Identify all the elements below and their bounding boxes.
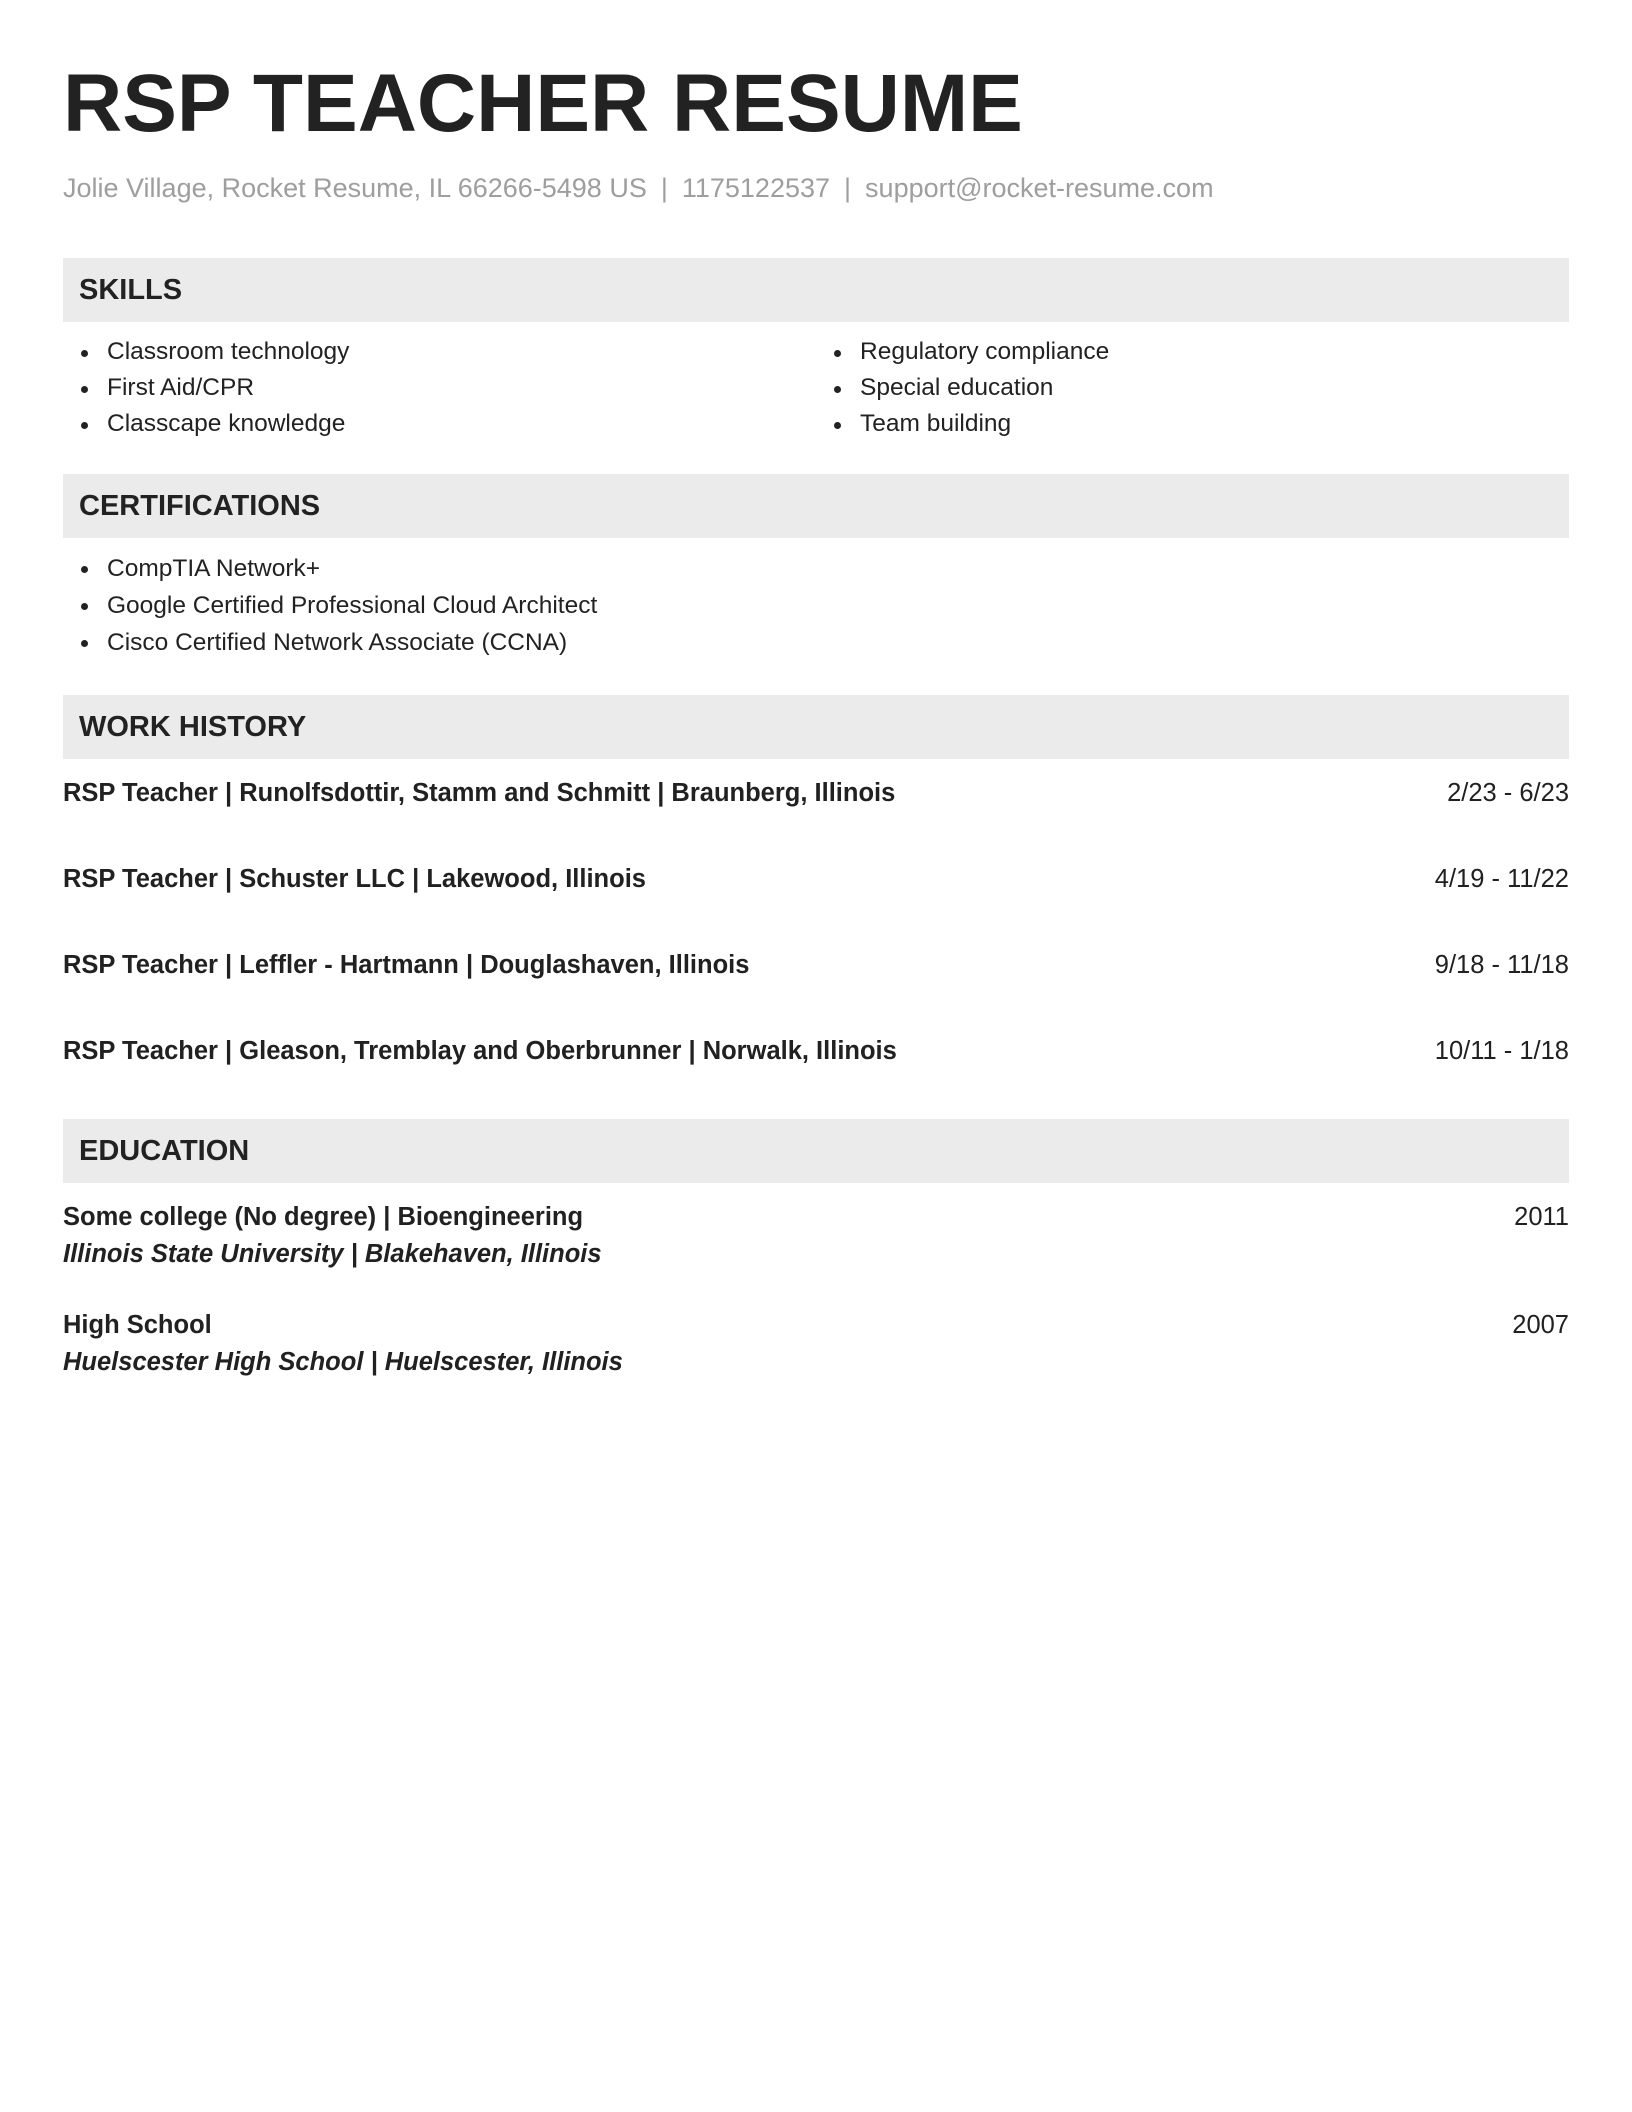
skills-list	[63, 334, 1569, 442]
job-entry	[63, 947, 1569, 983]
contact-email: support@rocket-resume.com	[865, 173, 1214, 203]
job-title: RSP Teacher | Schuster LLC | Lakewood, Illinois	[63, 865, 646, 893]
contact-separator: |	[844, 173, 852, 203]
skill-item: Classcape knowledge	[63, 406, 816, 442]
job-title: RSP Teacher | Gleason, Tremblay and Oberbrunner | Norwalk, Illinois	[63, 1037, 897, 1065]
skill-item: First Aid/CPR	[63, 370, 816, 406]
education-section-header: EDUCATION	[63, 1119, 1569, 1183]
job-entry	[63, 1033, 1569, 1069]
skills-column-right	[816, 334, 1569, 442]
resume-title: RSP TEACHER RESUME	[63, 58, 1023, 149]
certifications-list	[63, 550, 1569, 661]
education-school: Illinois State University | Blakehaven, Illinois	[63, 1240, 602, 1268]
education-entry	[63, 1199, 1569, 1273]
job-title: RSP Teacher | Runolfsdottir, Stamm and Schmitt | Braunberg, Illinois	[63, 779, 896, 807]
education-year: 2007	[1512, 1311, 1569, 1339]
certification-item: CompTIA Network+	[63, 550, 1569, 587]
education-degree: High School	[63, 1311, 212, 1339]
job-dates: 2/23 - 6/23	[1447, 779, 1569, 807]
certifications-section-header: CERTIFICATIONS	[63, 474, 1569, 538]
education-entry	[63, 1307, 1569, 1381]
contact-line	[63, 172, 1569, 204]
contact-address: Jolie Village, Rocket Resume, IL 66266-5498 US	[63, 173, 647, 203]
education-degree: Some college (No degree) | Bioengineering	[63, 1203, 584, 1231]
contact-phone: 1175122537	[681, 173, 831, 203]
skill-item: Special education	[816, 370, 1569, 406]
job-entry	[63, 775, 1569, 811]
job-dates: 9/18 - 11/18	[1434, 951, 1569, 979]
certification-item: Cisco Certified Network Associate (CCNA)	[63, 624, 1569, 661]
job-dates: 10/11 - 1/18	[1434, 1037, 1569, 1065]
skills-column-left	[63, 334, 816, 442]
work-history-section-header: WORK HISTORY	[63, 695, 1569, 759]
education-year: 2011	[1514, 1203, 1569, 1231]
skill-item: Regulatory compliance	[816, 334, 1569, 370]
job-dates: 4/19 - 11/22	[1434, 865, 1569, 893]
skills-section-header: SKILLS	[63, 258, 1569, 322]
skill-item: Team building	[816, 406, 1569, 442]
skill-item: Classroom technology	[63, 334, 816, 370]
contact-separator: |	[660, 173, 668, 203]
education-school: Huelscester High School | Huelscester, Illinois	[63, 1348, 623, 1376]
job-entry	[63, 861, 1569, 897]
certification-item: Google Certified Professional Cloud Architect	[63, 587, 1569, 624]
job-title: RSP Teacher | Leffler - Hartmann | Douglashaven, Illinois	[63, 951, 750, 979]
